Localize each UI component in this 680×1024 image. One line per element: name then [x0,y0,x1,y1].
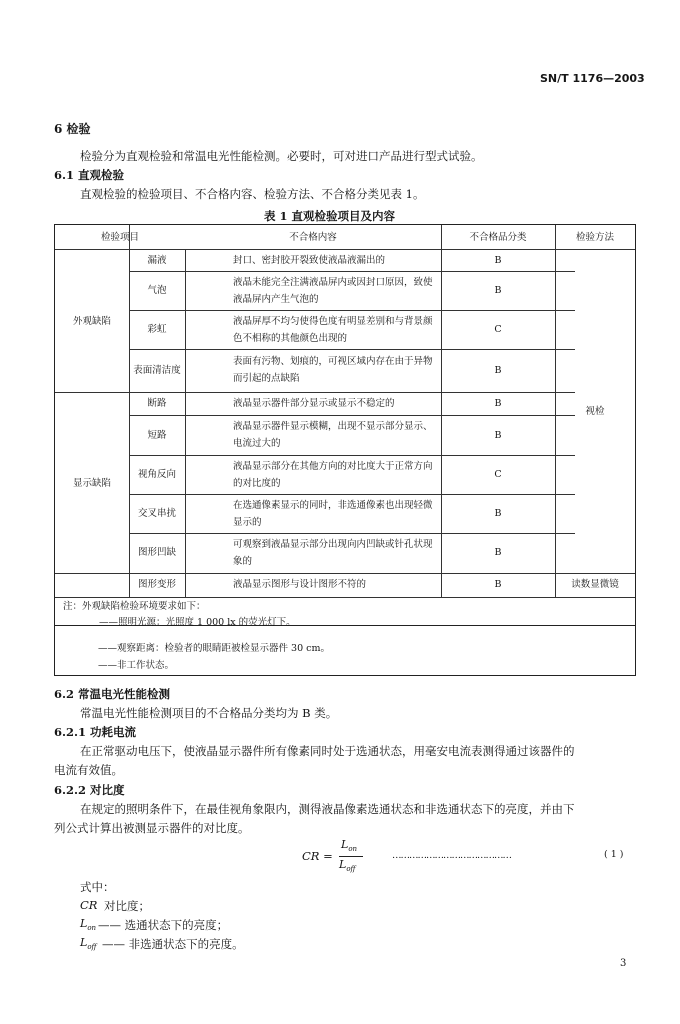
table-note: ——照明光源：光照度 1 000 lx 的荧光灯下。 [99,617,296,628]
table-note: 注：外观缺陷检验环境要求如下： [63,601,206,612]
table-rule [129,455,575,456]
table-rule [55,573,635,574]
row-class: B [494,255,502,266]
table-note: ——观察距离：检验者的眼睛距被检显示器件 30 cm。 [98,643,330,654]
table-note: ——非工作状态。 [98,660,175,671]
row-class: B [494,365,502,376]
section-6-2-heading: 6.2 常温电光性能检测 [54,687,171,701]
standard-code: SN/T 1176—2003 [540,72,645,85]
definition-text-lon: —— 选通状态下的亮度； [98,918,229,932]
row-item: 视角反向 [137,469,176,480]
notes-box [54,626,636,676]
definition-text-cr: 对比度； [104,899,150,913]
section-6-2-2-text: 在规定的照明条件下，在最佳视角象限内，测得液晶像素选通状态和非选通状态下的亮度，并由下 [80,802,575,816]
section-6-2-2-heading: 6.2.2 对比度 [54,783,125,797]
formula-lhs: CR = [302,849,333,863]
row-content: 液晶未能完全注满液晶屏内或因封口原因，致使液晶屏内产生气泡的 [233,277,433,305]
section-6-intro: 检验分为直观检验和常温电光性能检测。必要时，可对进口产品进行型式试验。 [80,149,483,163]
table-rule [129,271,575,272]
section-6-2-2-text-cont: 列公式计算出被测显示器件的对比度。 [54,821,250,835]
table-caption: 表 1 直观检验项目及内容 [264,209,396,223]
definition-symbol-lon: $L_{on}$ [80,917,97,933]
header-method: 检验方法 [575,232,614,243]
row-class: B [494,579,502,590]
row-item: 图形变形 [137,579,176,590]
row-content: 液晶显示图形与设计图形不符的 [233,579,367,590]
section-6-heading: 6 检验 [54,122,91,136]
method-microscope: 读数显微镜 [571,579,619,590]
row-item: 漏液 [147,255,167,266]
formula-numerator: $L_{on}$ [341,838,358,854]
row-item: 彩虹 [147,324,167,335]
table-rule [55,249,635,250]
definition-symbol-cr: CR [80,898,98,912]
row-item: 图形凹缺 [137,547,176,558]
section-6-2-1-text: 在正常驱动电压下，使液晶显示器件所有像素同时处于选通状态，用毫安电流表测得通过该器件的 [80,744,575,758]
row-content: 表面有污物、划痕的，可视区域内存在由于异物而引起的点缺陷 [233,356,433,384]
table-rule [129,310,575,311]
fraction-bar [339,856,363,857]
table-rule [129,533,575,534]
row-class: B [494,508,502,519]
row-content: 液晶显示器件部分显示或显示不稳定的 [233,398,395,409]
row-content: 在选通像素显示的同时，非选通像素也出现轻微显示的 [233,500,433,528]
header-class: 不合格品分类 [469,232,527,243]
table-rule [129,415,575,416]
page-number: 3 [620,958,627,969]
table-rule [55,597,635,598]
row-class: C [494,324,502,335]
row-content: 液晶显示部分在其他方向的对比度大于正常方向的对比度的 [233,461,433,489]
row-class: B [494,285,502,296]
row-content: 可观察到液晶显示部分出现向内凹缺或针孔状现象的 [233,539,433,567]
definition-text-loff: —— 非选通状态下的亮度。 [102,937,244,951]
section-6-1-heading: 6.1 直观检验 [54,168,125,182]
row-content: 封口、密封胶开裂致使液晶液漏出的 [233,255,386,266]
row-content: 液晶显示器件显示模糊，出现不显示部分显示、电流过大的 [233,421,433,449]
header-inspection-item: 检验项目 [100,232,139,243]
row-class: B [494,547,502,558]
formula-number: ( 1 ) [604,849,624,860]
row-item: 气泡 [147,285,167,296]
row-class: B [494,398,502,409]
row-item: 短路 [147,430,167,441]
section-6-2-intro: 常温电光性能检测项目的不合格品分类均为 B 类。 [80,706,338,720]
definitions-intro: 式中： [80,880,115,894]
section-6-2-1-heading: 6.2.1 功耗电流 [54,725,137,739]
row-class: B [494,430,502,441]
formula-leader: …………………………………… [392,850,511,861]
row-item: 断路 [147,398,167,409]
row-content: 液晶屏厚不均匀使得色度有明显差别和与背景颜色不相称的其他颜色出现的 [233,316,433,344]
group-appearance-defects: 外观缺陷 [72,316,111,327]
formula-denominator: $L_{off}$ [339,858,356,874]
row-class: C [494,469,502,480]
table-rule [129,349,575,350]
row-item: 交叉串扰 [137,508,176,519]
table-rule [129,494,575,495]
definition-symbol-loff: $L_{off}$ [80,936,97,952]
section-6-1-intro: 直观检验的检验项目、不合格内容、检验方法、不合格分类见表 1。 [80,187,425,201]
method-visual: 视检 [585,406,605,417]
section-6-2-1-text-cont: 电流有效值。 [54,763,123,777]
header-nonconformity: 不合格内容 [289,232,337,243]
group-display-defects: 显示缺陷 [72,478,111,489]
table-rule [55,392,575,393]
row-item: 表面清洁度 [133,365,181,376]
inspection-table [54,224,636,626]
table-rule [185,249,186,597]
